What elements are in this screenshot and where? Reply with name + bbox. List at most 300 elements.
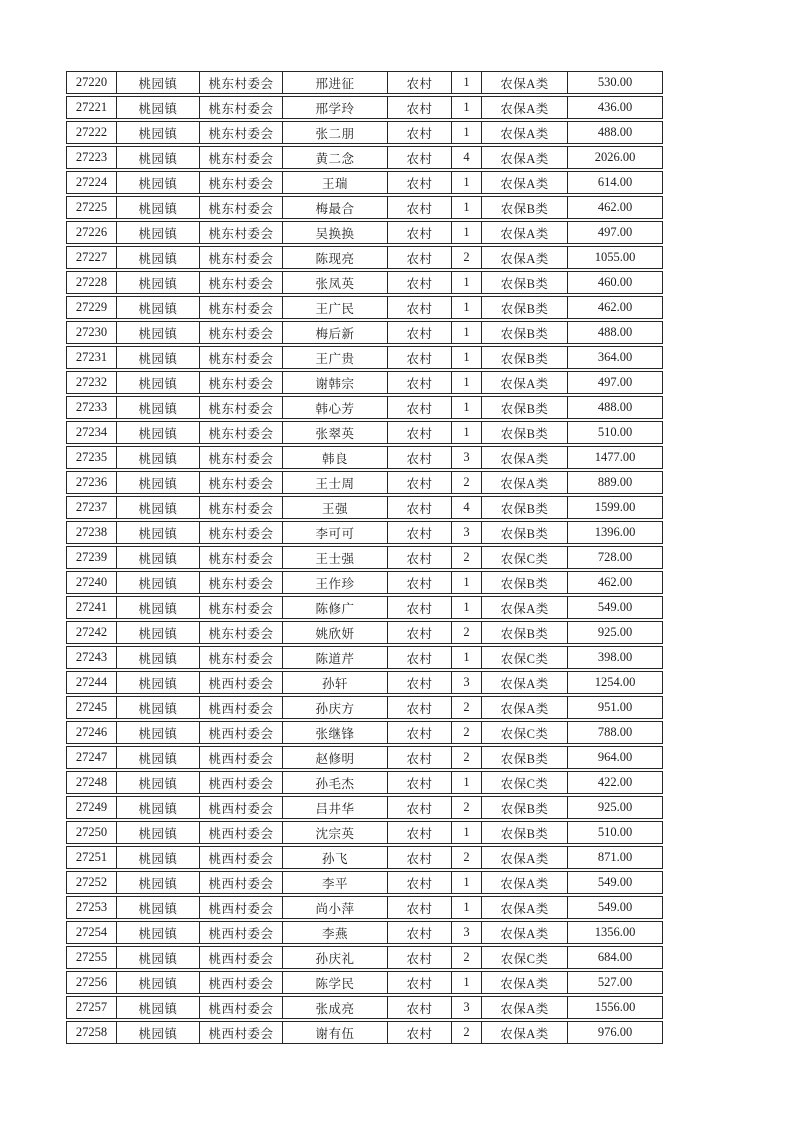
amount-cell: 488.00 xyxy=(597,400,633,414)
table-row xyxy=(66,271,663,294)
record-id-cell: 27249 xyxy=(67,797,117,818)
amount-cell: 1055.00 xyxy=(594,250,636,264)
person-count-cell: 1 xyxy=(452,897,482,918)
record-id-cell: 27252 xyxy=(67,872,117,893)
table-row xyxy=(66,696,663,719)
amount-cell: 510.00 xyxy=(597,825,633,839)
insurance-category-cell: 农保A类 xyxy=(482,922,568,943)
record-id-cell: 27256 xyxy=(67,972,117,993)
residence-type-cell: 农村 xyxy=(388,1022,452,1043)
person-count-cell: 1 xyxy=(452,322,482,343)
insurance-category-cell: 农保A类 xyxy=(482,1022,568,1043)
record-id-cell: 27236 xyxy=(67,472,117,493)
town-cell: 桃园镇 xyxy=(117,647,200,668)
insurance-category-cell: 农保A类 xyxy=(482,697,568,718)
person-name-cell: 韩良 xyxy=(283,447,388,468)
record-id-cell: 27254 xyxy=(67,922,117,943)
person-count-cell: 1 xyxy=(452,572,482,593)
amount-cell: 728.00 xyxy=(597,550,633,564)
person-count-cell: 2 xyxy=(452,847,482,868)
town-cell: 桃园镇 xyxy=(117,472,200,493)
table-row xyxy=(66,896,663,919)
amount-cell: 1254.00 xyxy=(594,675,636,689)
residence-type-cell: 农村 xyxy=(388,372,452,393)
record-id-cell: 27243 xyxy=(67,647,117,668)
record-id-cell: 27238 xyxy=(67,522,117,543)
table-row xyxy=(66,921,663,944)
insurance-category-cell: 农保B类 xyxy=(482,197,568,218)
person-count-cell: 2 xyxy=(452,797,482,818)
insurance-category-cell: 农保B类 xyxy=(482,297,568,318)
village-cell: 桃东村委会 xyxy=(200,147,283,168)
village-cell: 桃西村委会 xyxy=(200,772,283,793)
town-cell: 桃园镇 xyxy=(117,972,200,993)
residence-type-cell: 农村 xyxy=(388,472,452,493)
insurance-category-cell: 农保A类 xyxy=(482,147,568,168)
table-row xyxy=(66,96,663,119)
table-row xyxy=(66,996,663,1019)
insurance-category-cell: 农保A类 xyxy=(482,97,568,118)
village-cell: 桃西村委会 xyxy=(200,797,283,818)
residence-type-cell: 农村 xyxy=(388,347,452,368)
village-cell: 桃东村委会 xyxy=(200,297,283,318)
record-id-cell: 27226 xyxy=(67,222,117,243)
table-row xyxy=(66,621,663,644)
residence-type-cell: 农村 xyxy=(388,547,452,568)
table-row xyxy=(66,971,663,994)
village-cell: 桃西村委会 xyxy=(200,997,283,1018)
person-count-cell: 2 xyxy=(452,622,482,643)
table-row xyxy=(66,71,663,94)
person-name-cell: 李可可 xyxy=(283,522,388,543)
residence-type-cell: 农村 xyxy=(388,797,452,818)
amount-cell: 549.00 xyxy=(597,900,633,914)
town-cell: 桃园镇 xyxy=(117,597,200,618)
town-cell: 桃园镇 xyxy=(117,822,200,843)
village-cell: 桃东村委会 xyxy=(200,622,283,643)
table-row xyxy=(66,546,663,569)
amount-cell: 488.00 xyxy=(597,325,633,339)
amount-cell: 530.00 xyxy=(597,75,633,89)
residence-type-cell: 农村 xyxy=(388,397,452,418)
amount-cell: 364.00 xyxy=(597,350,633,364)
village-cell: 桃西村委会 xyxy=(200,822,283,843)
residence-type-cell: 农村 xyxy=(388,972,452,993)
amount-cell: 614.00 xyxy=(597,175,633,189)
village-cell: 桃东村委会 xyxy=(200,347,283,368)
person-count-cell: 1 xyxy=(452,97,482,118)
residence-type-cell: 农村 xyxy=(388,72,452,93)
person-name-cell: 邢进征 xyxy=(283,72,388,93)
table-row xyxy=(66,221,663,244)
village-cell: 桃东村委会 xyxy=(200,597,283,618)
village-cell: 桃东村委会 xyxy=(200,197,283,218)
record-id-cell: 27246 xyxy=(67,722,117,743)
person-name-cell: 王广民 xyxy=(283,297,388,318)
amount-cell: 1556.00 xyxy=(594,1000,636,1014)
table-row xyxy=(66,771,663,794)
person-count-cell: 3 xyxy=(452,522,482,543)
person-name-cell: 赵修明 xyxy=(283,747,388,768)
town-cell: 桃园镇 xyxy=(117,347,200,368)
record-id-cell: 27237 xyxy=(67,497,117,518)
residence-type-cell: 农村 xyxy=(388,697,452,718)
village-cell: 桃西村委会 xyxy=(200,747,283,768)
residence-type-cell: 农村 xyxy=(388,822,452,843)
insurance-category-cell: 农保C类 xyxy=(482,647,568,668)
amount-cell: 976.00 xyxy=(597,1025,633,1039)
residence-type-cell: 农村 xyxy=(388,997,452,1018)
insurance-category-cell: 农保B类 xyxy=(482,347,568,368)
residence-type-cell: 农村 xyxy=(388,222,452,243)
insurance-category-cell: 农保A类 xyxy=(482,897,568,918)
table-row xyxy=(66,646,663,669)
insurance-category-cell: 农保B类 xyxy=(482,747,568,768)
record-id-cell: 27222 xyxy=(67,122,117,143)
amount-cell: 951.00 xyxy=(597,700,633,714)
amount-cell: 462.00 xyxy=(597,200,633,214)
amount-cell: 436.00 xyxy=(597,100,633,114)
residence-type-cell: 农村 xyxy=(388,172,452,193)
village-cell: 桃东村委会 xyxy=(200,647,283,668)
record-id-cell: 27230 xyxy=(67,322,117,343)
insurance-category-cell: 农保A类 xyxy=(482,372,568,393)
record-id-cell: 27224 xyxy=(67,172,117,193)
village-cell: 桃东村委会 xyxy=(200,522,283,543)
village-cell: 桃东村委会 xyxy=(200,447,283,468)
person-name-cell: 黄二念 xyxy=(283,147,388,168)
residence-type-cell: 农村 xyxy=(388,247,452,268)
person-count-cell: 1 xyxy=(452,822,482,843)
person-name-cell: 张二朋 xyxy=(283,122,388,143)
insurance-category-cell: 农保A类 xyxy=(482,122,568,143)
village-cell: 桃东村委会 xyxy=(200,122,283,143)
insurance-category-cell: 农保B类 xyxy=(482,572,568,593)
insurance-category-cell: 农保A类 xyxy=(482,222,568,243)
town-cell: 桃园镇 xyxy=(117,247,200,268)
insurance-category-cell: 农保B类 xyxy=(482,322,568,343)
village-cell: 桃西村委会 xyxy=(200,697,283,718)
person-name-cell: 王作珍 xyxy=(283,572,388,593)
village-cell: 桃西村委会 xyxy=(200,872,283,893)
person-count-cell: 4 xyxy=(452,497,482,518)
town-cell: 桃园镇 xyxy=(117,697,200,718)
amount-cell: 925.00 xyxy=(597,800,633,814)
amount-cell: 460.00 xyxy=(597,275,633,289)
person-count-cell: 2 xyxy=(452,547,482,568)
insurance-category-cell: 农保A类 xyxy=(482,997,568,1018)
person-count-cell: 1 xyxy=(452,597,482,618)
insurance-category-cell: 农保B类 xyxy=(482,397,568,418)
table-row xyxy=(66,596,663,619)
record-id-cell: 27232 xyxy=(67,372,117,393)
residence-type-cell: 农村 xyxy=(388,97,452,118)
person-count-cell: 2 xyxy=(452,722,482,743)
residence-type-cell: 农村 xyxy=(388,197,452,218)
residence-type-cell: 农村 xyxy=(388,772,452,793)
amount-cell: 422.00 xyxy=(597,775,633,789)
person-count-cell: 3 xyxy=(452,447,482,468)
town-cell: 桃园镇 xyxy=(117,497,200,518)
person-name-cell: 谢有伍 xyxy=(283,1022,388,1043)
town-cell: 桃园镇 xyxy=(117,447,200,468)
table-row xyxy=(66,446,663,469)
residence-type-cell: 农村 xyxy=(388,597,452,618)
person-name-cell: 吴换换 xyxy=(283,222,388,243)
insurance-category-cell: 农保A类 xyxy=(482,72,568,93)
insurance-category-cell: 农保A类 xyxy=(482,447,568,468)
person-name-cell: 谢韩宗 xyxy=(283,372,388,393)
town-cell: 桃园镇 xyxy=(117,797,200,818)
person-name-cell: 李平 xyxy=(283,872,388,893)
village-cell: 桃东村委会 xyxy=(200,97,283,118)
village-cell: 桃东村委会 xyxy=(200,547,283,568)
table-row xyxy=(66,346,663,369)
village-cell: 桃东村委会 xyxy=(200,172,283,193)
amount-cell: 527.00 xyxy=(597,975,633,989)
village-cell: 桃西村委会 xyxy=(200,722,283,743)
person-count-cell: 1 xyxy=(452,72,482,93)
town-cell: 桃园镇 xyxy=(117,272,200,293)
insurance-category-cell: 农保B类 xyxy=(482,622,568,643)
town-cell: 桃园镇 xyxy=(117,947,200,968)
person-count-cell: 1 xyxy=(452,397,482,418)
residence-type-cell: 农村 xyxy=(388,922,452,943)
person-name-cell: 王士强 xyxy=(283,547,388,568)
village-cell: 桃东村委会 xyxy=(200,72,283,93)
table-row xyxy=(66,396,663,419)
record-id-cell: 27225 xyxy=(67,197,117,218)
person-name-cell: 王瑞 xyxy=(283,172,388,193)
table-row xyxy=(66,796,663,819)
residence-type-cell: 农村 xyxy=(388,897,452,918)
person-count-cell: 1 xyxy=(452,347,482,368)
person-name-cell: 陈现亮 xyxy=(283,247,388,268)
table-row xyxy=(66,496,663,519)
amount-cell: 497.00 xyxy=(597,375,633,389)
record-id-cell: 27227 xyxy=(67,247,117,268)
town-cell: 桃园镇 xyxy=(117,122,200,143)
person-name-cell: 尚小萍 xyxy=(283,897,388,918)
amount-cell: 462.00 xyxy=(597,300,633,314)
insurance-category-cell: 农保C类 xyxy=(482,772,568,793)
village-cell: 桃西村委会 xyxy=(200,847,283,868)
person-count-cell: 1 xyxy=(452,972,482,993)
town-cell: 桃园镇 xyxy=(117,197,200,218)
village-cell: 桃东村委会 xyxy=(200,322,283,343)
record-id-cell: 27257 xyxy=(67,997,117,1018)
person-count-cell: 1 xyxy=(452,222,482,243)
person-name-cell: 孙毛杰 xyxy=(283,772,388,793)
record-id-cell: 27251 xyxy=(67,847,117,868)
amount-cell: 510.00 xyxy=(597,425,633,439)
village-cell: 桃西村委会 xyxy=(200,672,283,693)
person-count-cell: 2 xyxy=(452,247,482,268)
table-row xyxy=(66,821,663,844)
village-cell: 桃东村委会 xyxy=(200,372,283,393)
person-count-cell: 2 xyxy=(452,472,482,493)
person-name-cell: 陈学民 xyxy=(283,972,388,993)
residence-type-cell: 农村 xyxy=(388,322,452,343)
village-cell: 桃西村委会 xyxy=(200,972,283,993)
insurance-category-cell: 农保B类 xyxy=(482,422,568,443)
person-count-cell: 2 xyxy=(452,947,482,968)
record-id-cell: 27255 xyxy=(67,947,117,968)
record-id-cell: 27244 xyxy=(67,672,117,693)
record-id-cell: 27248 xyxy=(67,772,117,793)
insurance-category-cell: 农保B类 xyxy=(482,497,568,518)
record-id-cell: 27247 xyxy=(67,747,117,768)
insurance-category-cell: 农保B类 xyxy=(482,797,568,818)
record-id-cell: 27239 xyxy=(67,547,117,568)
table-row xyxy=(66,1021,663,1044)
residence-type-cell: 农村 xyxy=(388,497,452,518)
amount-cell: 788.00 xyxy=(597,725,633,739)
residence-type-cell: 农村 xyxy=(388,672,452,693)
town-cell: 桃园镇 xyxy=(117,222,200,243)
table-row xyxy=(66,846,663,869)
insurance-category-cell: 农保A类 xyxy=(482,972,568,993)
person-count-cell: 1 xyxy=(452,197,482,218)
person-count-cell: 1 xyxy=(452,647,482,668)
residence-type-cell: 农村 xyxy=(388,522,452,543)
town-cell: 桃园镇 xyxy=(117,547,200,568)
town-cell: 桃园镇 xyxy=(117,397,200,418)
town-cell: 桃园镇 xyxy=(117,322,200,343)
village-cell: 桃东村委会 xyxy=(200,472,283,493)
person-name-cell: 张继锋 xyxy=(283,722,388,743)
town-cell: 桃园镇 xyxy=(117,172,200,193)
table-row xyxy=(66,296,663,319)
residence-type-cell: 农村 xyxy=(388,422,452,443)
insurance-category-cell: 农保C类 xyxy=(482,947,568,968)
amount-cell: 2026.00 xyxy=(594,150,636,164)
town-cell: 桃园镇 xyxy=(117,722,200,743)
table-row xyxy=(66,471,663,494)
person-name-cell: 吕井华 xyxy=(283,797,388,818)
residence-type-cell: 农村 xyxy=(388,147,452,168)
amount-cell: 871.00 xyxy=(597,850,633,864)
table-row xyxy=(66,196,663,219)
person-count-cell: 1 xyxy=(452,122,482,143)
residence-type-cell: 农村 xyxy=(388,297,452,318)
record-id-cell: 27240 xyxy=(67,572,117,593)
insurance-category-cell: 农保A类 xyxy=(482,247,568,268)
town-cell: 桃园镇 xyxy=(117,897,200,918)
amount-cell: 462.00 xyxy=(597,575,633,589)
insurance-category-cell: 农保B类 xyxy=(482,822,568,843)
table-row xyxy=(66,371,663,394)
person-count-cell: 1 xyxy=(452,372,482,393)
record-id-cell: 27253 xyxy=(67,897,117,918)
residence-type-cell: 农村 xyxy=(388,447,452,468)
town-cell: 桃园镇 xyxy=(117,672,200,693)
person-count-cell: 2 xyxy=(452,1022,482,1043)
person-count-cell: 4 xyxy=(452,147,482,168)
insurance-category-cell: 农保A类 xyxy=(482,172,568,193)
person-count-cell: 3 xyxy=(452,672,482,693)
residence-type-cell: 农村 xyxy=(388,622,452,643)
amount-cell: 1599.00 xyxy=(594,500,636,514)
amount-cell: 398.00 xyxy=(597,650,633,664)
record-id-cell: 27228 xyxy=(67,272,117,293)
town-cell: 桃园镇 xyxy=(117,872,200,893)
table-row xyxy=(66,871,663,894)
person-name-cell: 张凤英 xyxy=(283,272,388,293)
person-count-cell: 1 xyxy=(452,297,482,318)
person-count-cell: 1 xyxy=(452,772,482,793)
amount-cell: 964.00 xyxy=(597,750,633,764)
amount-cell: 497.00 xyxy=(597,225,633,239)
record-id-cell: 27245 xyxy=(67,697,117,718)
village-cell: 桃东村委会 xyxy=(200,422,283,443)
village-cell: 桃东村委会 xyxy=(200,397,283,418)
table-row xyxy=(66,121,663,144)
insurance-category-cell: 农保A类 xyxy=(482,672,568,693)
town-cell: 桃园镇 xyxy=(117,147,200,168)
person-count-cell: 1 xyxy=(452,422,482,443)
table-row xyxy=(66,571,663,594)
insurance-category-cell: 农保B类 xyxy=(482,522,568,543)
record-id-cell: 27223 xyxy=(67,147,117,168)
person-name-cell: 陈道芹 xyxy=(283,647,388,668)
amount-cell: 889.00 xyxy=(597,475,633,489)
insurance-table xyxy=(66,71,663,1046)
person-count-cell: 2 xyxy=(452,747,482,768)
person-count-cell: 2 xyxy=(452,697,482,718)
residence-type-cell: 农村 xyxy=(388,122,452,143)
town-cell: 桃园镇 xyxy=(117,522,200,543)
record-id-cell: 27221 xyxy=(67,97,117,118)
table-row xyxy=(66,721,663,744)
record-id-cell: 27231 xyxy=(67,347,117,368)
table-row xyxy=(66,171,663,194)
residence-type-cell: 农村 xyxy=(388,272,452,293)
village-cell: 桃西村委会 xyxy=(200,922,283,943)
person-count-cell: 1 xyxy=(452,172,482,193)
record-id-cell: 27233 xyxy=(67,397,117,418)
residence-type-cell: 农村 xyxy=(388,747,452,768)
insurance-category-cell: 农保B类 xyxy=(482,272,568,293)
residence-type-cell: 农村 xyxy=(388,722,452,743)
record-id-cell: 27235 xyxy=(67,447,117,468)
amount-cell: 549.00 xyxy=(597,600,633,614)
record-id-cell: 27220 xyxy=(67,72,117,93)
table-row xyxy=(66,946,663,969)
table-row xyxy=(66,746,663,769)
residence-type-cell: 农村 xyxy=(388,947,452,968)
person-name-cell: 王广贵 xyxy=(283,347,388,368)
town-cell: 桃园镇 xyxy=(117,297,200,318)
person-name-cell: 李燕 xyxy=(283,922,388,943)
record-id-cell: 27258 xyxy=(67,1022,117,1043)
person-name-cell: 王强 xyxy=(283,497,388,518)
village-cell: 桃东村委会 xyxy=(200,222,283,243)
record-id-cell: 27242 xyxy=(67,622,117,643)
amount-cell: 549.00 xyxy=(597,875,633,889)
residence-type-cell: 农村 xyxy=(388,847,452,868)
village-cell: 桃西村委会 xyxy=(200,1022,283,1043)
person-name-cell: 孙轩 xyxy=(283,672,388,693)
town-cell: 桃园镇 xyxy=(117,1022,200,1043)
person-name-cell: 孙飞 xyxy=(283,847,388,868)
town-cell: 桃园镇 xyxy=(117,622,200,643)
person-count-cell: 1 xyxy=(452,272,482,293)
table-row xyxy=(66,521,663,544)
amount-cell: 488.00 xyxy=(597,125,633,139)
insurance-category-cell: 农保C类 xyxy=(482,547,568,568)
person-name-cell: 邢学玲 xyxy=(283,97,388,118)
